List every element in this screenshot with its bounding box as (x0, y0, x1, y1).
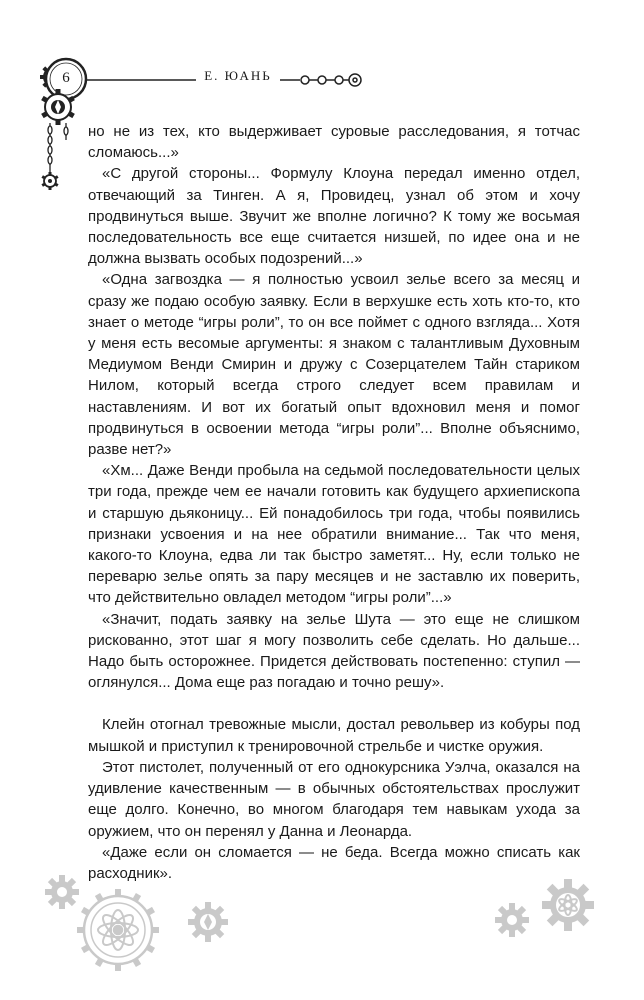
paragraph: «Даже если он сломается — не беда. Всегда можно списать как расходник». (88, 843, 580, 882)
paragraph: но не из тех, кто выдерживает суровые расследования, я тотчас сломаюсь...» (88, 123, 580, 162)
page-number: 6 (62, 70, 70, 86)
footer-ornament (0, 860, 644, 1000)
paragraph: «Хм... Даже Венди пробыла на седьмой последовательности целых три года, прежде чем ее начали готовить как будущего архиепископа и старшую дьяконицу... Ей понадобилось три года, чтобы появились признаки усвоения и на нее обратили внимание... Так что меня, какого-то Клоуна, едва ли так быстро заметят... Ну, если только не переварю зелье опять за пару месяцев и не заставлю их поверить, что действительно овладел методом “игры роли”...» (88, 462, 580, 607)
paragraph: Этот пистолет, полученный от его однокурсника Уэлча, оказался на удивление качественным — в обычных обстоятельствах прослужит еще долго. Конечно, во многом благодаря тем навыкам ухода за оружием, что он перенял у Данна и Леонарда. (88, 758, 580, 840)
paragraph: «С другой стороны... Формулу Клоуна передал именно отдел, отвечающий за Тинген. А я, Провидец, узнал об этом и хочу продвинуться выше. Звучит же вполне логично? К тому же восьмая последовательность все еще считается низшей, по идее она и не должна вызвать особых подозрений...» (88, 165, 580, 268)
paragraph: Клейн отогнал тревожные мысли, достал револьвер из кобуры под мышкой и приступил к тренировочной стрельбе и чистке оружия. (88, 716, 580, 755)
gear-icon (542, 879, 594, 931)
paragraph: «Одна загвоздка — я полностью усвоил зелье всего за месяц и сразу же подаю особую заявку. Если в верхушке есть хоть кто-то, кто знает о методе “игры роли”, то он все поймет с одного взгляда... Хотя у меня есть весомые аргументы: я знаком с талантливым Духовным Медиумом Венди Смирин и дружу с Созерцателем Тайн стариком Нилом, который всегда строго следует всем правилам и наставлениям. И вот их богатый опыт вдохновил меня и помог продвинуться в освоении метода “игры роли”... Вполне объяснимо, разве нет?» (88, 271, 580, 459)
body-text (88, 121, 580, 884)
chain-ornament (301, 74, 361, 86)
running-head-author: Е. ЮАНЬ (204, 68, 272, 83)
gear-icon (41, 172, 58, 190)
gear-icon (495, 903, 529, 937)
gear-icon (188, 902, 228, 942)
gear-icon (45, 875, 79, 909)
flower-gear-icon (77, 889, 159, 971)
paragraph: «Значит, подать заявку на зелье Шута — это еще не слишком рискованно, этот шаг я могу позволить себе сделать. Но дальше... Надо быть осторожнее. Придется действовать постепенно: ступил — оглянулся... Дома еще раз погадаю и точно решу». (88, 610, 580, 692)
chain-ornament (48, 123, 68, 172)
